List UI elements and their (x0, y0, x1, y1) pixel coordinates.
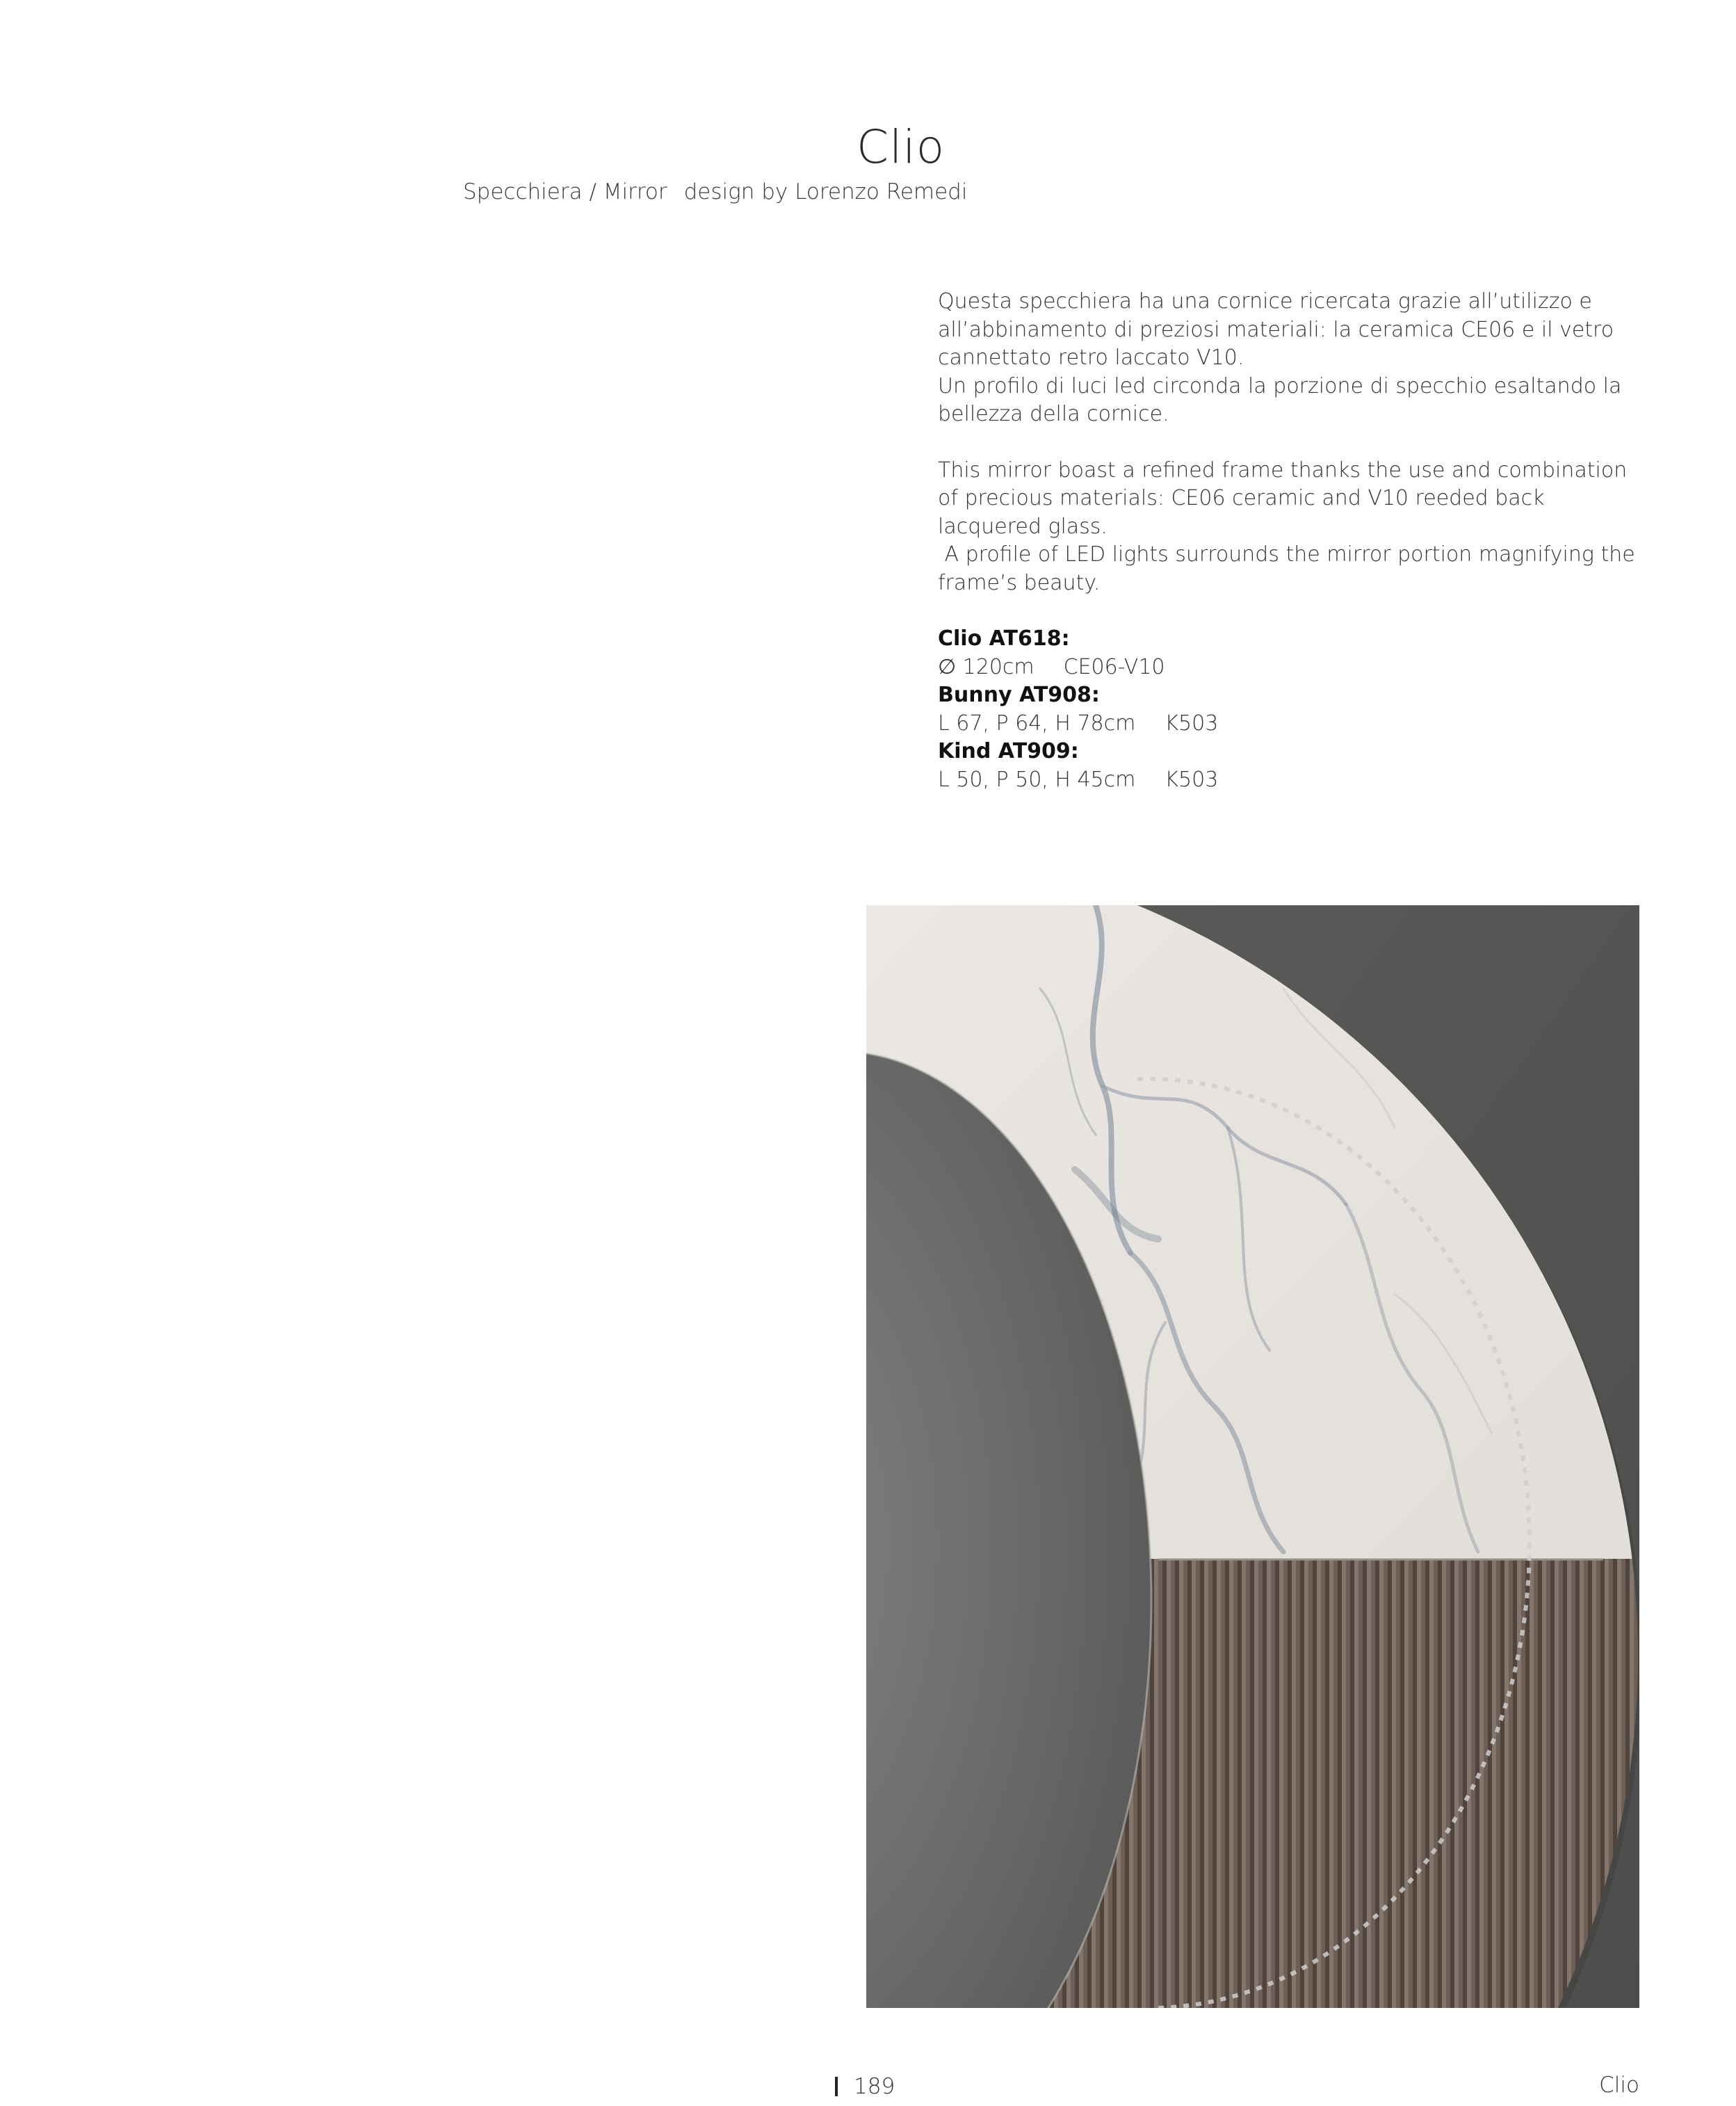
mirror-illustration (866, 905, 1639, 2008)
spec-name-clio: Clio AT618: (938, 626, 1070, 651)
spec-values-clio (938, 654, 1640, 682)
english-paragraph-1: This mirror boast a refined frame thanks the use and combination of precious materials: CE06 ceramic and V10 reeded back lacquered glass. (938, 457, 1628, 539)
spec-dimensions-bunny: L 67, P 64, H 78cm (938, 711, 1136, 736)
description-block (938, 288, 1640, 794)
spec-name-bunny: Bunny AT908: (938, 683, 1100, 707)
spec-finish-bunny: K503 (1165, 711, 1219, 736)
italian-paragraph-1: Questa specchiera ha una cornice ricercata grazie all’utilizzo e all’abbinamento di preziosi materiali: la ceramica CE06 e il vetro cannettato retro laccato V10. (938, 289, 1614, 370)
page-number-divider (835, 2077, 838, 2096)
page-number: 189 (854, 2074, 895, 2099)
english-paragraph-2: A profile of LED lights surrounds the mirror portion magnifying the frame’s beauty. (938, 542, 1642, 595)
designer-credit: design by Lorenzo Remedi (683, 179, 968, 204)
product-subtitle (463, 179, 967, 204)
product-category: Specchiera / Mirror (463, 179, 667, 204)
page-title: Clio (857, 120, 946, 174)
spec-dimensions-clio: ∅ 120cm (938, 654, 1035, 679)
spec-finish-kind: K503 (1165, 767, 1219, 792)
spec-list (938, 625, 1640, 794)
spec-name-kind: Kind AT909: (938, 739, 1079, 763)
spec-finish-clio: CE06-V10 (1063, 654, 1165, 679)
spec-dimensions-kind: L 50, P 50, H 45cm (938, 767, 1136, 792)
italian-paragraph-2: Un profilo di luci led circonda la porzione di specchio esaltando la bellezza della cornice. (938, 373, 1622, 426)
product-photo (866, 905, 1639, 2008)
running-title: Clio (1599, 2073, 1639, 2098)
spec-values-kind (938, 766, 1640, 795)
spec-values-bunny (938, 710, 1640, 738)
